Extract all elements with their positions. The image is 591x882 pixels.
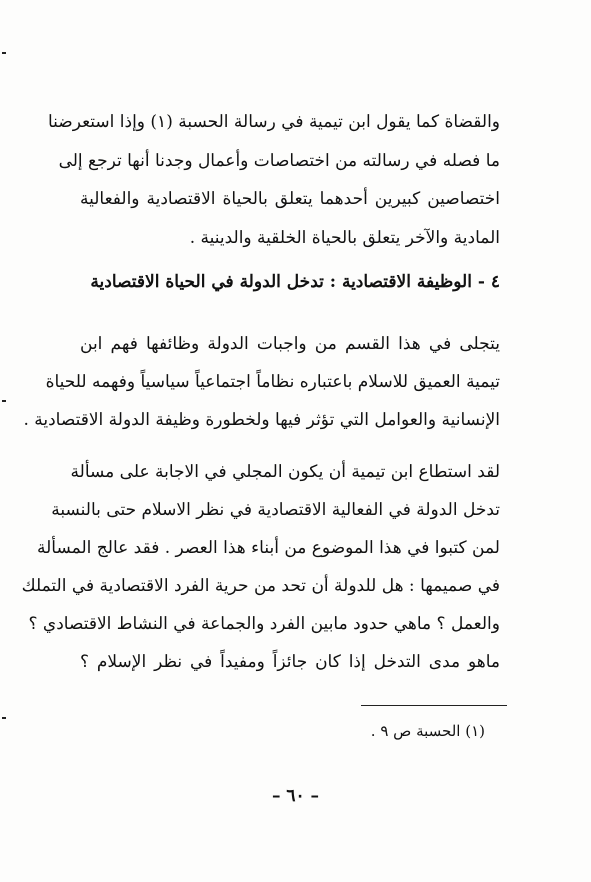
page-number: – ٦٠ – — [271, 786, 320, 806]
scan-mark — [2, 717, 6, 719]
paragraph-3-line-1: لقد استطاع ابن تيمية أن يكون المجلي في الاجابة على مسألة — [70, 462, 500, 482]
paragraph-1-line-3: اختصاصين كبيرين أحدهما يتعلق بالحياة الاقتصادية والفعالية — [80, 189, 500, 209]
paragraph-3-line-3: لمن كتبوا في هذا الموضوع من أبناء هذا العصر . فقد عالج المسألة — [37, 538, 500, 558]
paragraph-3-line-5: والعمل ؟ ماهي حدود مابين الفرد والجماعة في النشاط الاقتصادي ؟ — [28, 614, 500, 634]
section-heading: ٤ - الوظيفة الاقتصادية : تدخل الدولة في الحياة الاقتصادية — [90, 272, 500, 292]
paragraph-3-line-2: تدخل الدولة في الفعالية الاقتصادية في نظر الاسلام حتى بالنسبة — [51, 500, 500, 520]
scan-mark — [2, 52, 6, 54]
paragraph-1-line-4: المادية والآخر يتعلق بالحياة الخلقية والدينية . — [189, 228, 500, 248]
paragraph-1-line-1: والقضاة كما يقول ابن تيمية في رسالة الحسبة (١) وإذا استعرضنا — [47, 112, 500, 132]
paragraph-1-line-2: ما فصله في رسالته من اختصاصات وأعمال وجدنا أنها ترجع إلى — [58, 151, 500, 171]
paragraph-2-line-1: يتجلى في هذا القسم من واجبات الدولة وظائفها فهم ابن — [80, 334, 500, 354]
footnote: (١) الحسبة ص ٩ . — [370, 722, 485, 740]
paragraph-2-line-3: الإنسانية والعوامل التي تؤثر فيها ولخطورة وظيفة الدولة الاقتصادية . — [23, 410, 500, 430]
paragraph-3-line-4: في صميمها : هل للدولة أن تحد من حرية الفرد الاقتصادية في التملك — [21, 576, 500, 596]
paragraph-3-line-6: ماهو مدى التدخل إذا كان جائزاً ومفيداً في نظر الإسلام ؟ — [80, 652, 500, 672]
paragraph-2-line-2: تيمية العميق للاسلام باعتباره نظاماً اجتماعياً سياسياً وفهمه للحياة — [45, 372, 500, 392]
scan-mark — [2, 400, 6, 402]
footnote-separator — [361, 705, 507, 706]
